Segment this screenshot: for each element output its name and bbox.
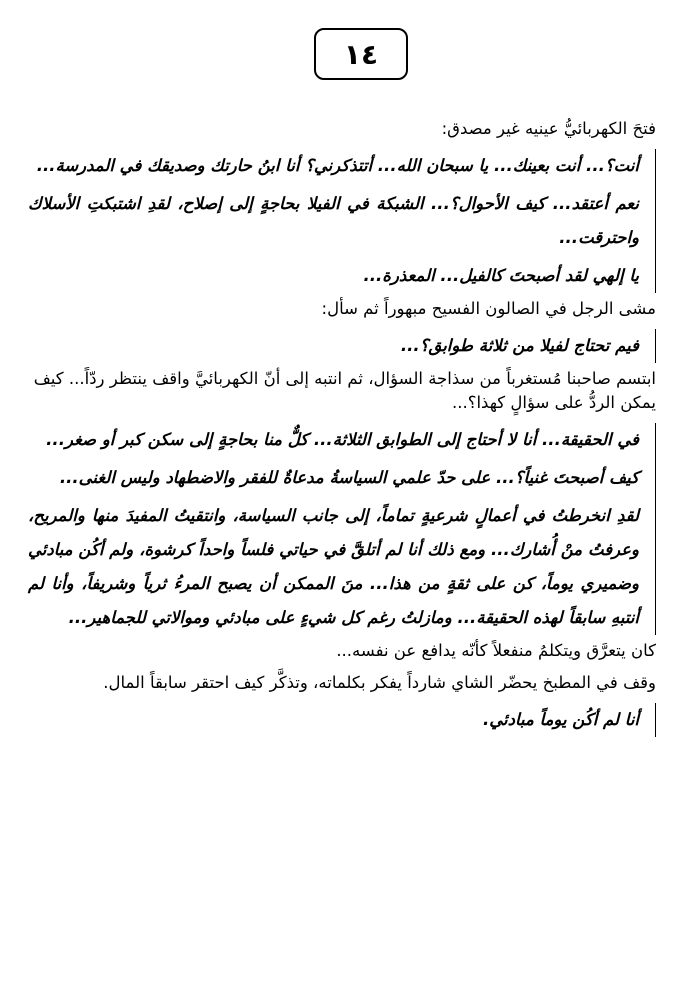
- page-number: ١٤: [314, 28, 408, 80]
- dialogue-paragraph: فيم تحتاج لفيلا من ثلاثة طوابق؟...: [400, 336, 639, 355]
- dialogue-block: [28, 149, 656, 293]
- dialogue-paragraph: أنا لم أكُن يوماً مبادئي.: [483, 710, 639, 729]
- dialogue-block: [28, 703, 656, 737]
- dialogue-paragraph: في الحقيقة... أنا لا أحتاج إلى الطوابق الثلاثة... كلٌّ منا بحاجةٍ إلى سكن كبر أو صغر...: [46, 430, 639, 449]
- dialogue-block: [28, 329, 656, 363]
- narration-line: كان يتعرَّق ويتكلمُ منفعلاً كأنّه يدافع عن نفسه...: [336, 641, 656, 660]
- dialogue-paragraph: لقدِ انخرطتُ في أعمالٍ شرعيةٍ تماماً، إلى جانب السياسة، وانتقيتُ المفيدَ منها والمريح، وعرفتُ منْ أُشارك... ومع ذلك أنا لم أتلقَّ في حياتي فلساً واحداً كرشوة، ولم أكُن مبادئي وضميري يوماً، كن على ثقةٍ من هذا... منَ الممكن أن يصبح المرءُ ثرياً وشريفاً، وأنا لم أنتبهِ سابقاً لهذه الحقيقة... ومازلتُ رغم كل شيءٍ على مبادئي وموالاتي للجماهير...: [28, 506, 639, 627]
- narration-line: فتحَ الكهربائيُّ عينيه غير مصدق:: [441, 119, 656, 138]
- page-text: [28, 117, 656, 741]
- dialogue-paragraph: يا إلهي لقد أصبحتَ كالفيل... المعذرة...: [363, 266, 639, 285]
- dialogue-paragraph: أنت؟... أنت بعينك... يا سبحان الله... أتتذكرني؟ أنا ابنُ حارتك وصديقك في المدرسة...: [36, 156, 639, 175]
- dialogue-paragraph: نعم أعتقد... كيف الأحوال؟... الشبكة في الفيلا بحاجةٍ إلى إصلاح، لقدِ اشتبكتِ الأسلاك واحترقت...: [28, 194, 639, 247]
- narration-line: ابتسم صاحبنا مُستغرباً من سذاجة السؤال، ثم انتبه إلى أنّ الكهربائيَّ واقف ينتظر ردّاً... كيف يمكن الردُّ على سؤالٍ كهذا؟...: [33, 369, 656, 412]
- dialogue-block: [28, 423, 656, 635]
- narration-line: وقف في المطبخ يحضّر الشاي شارداً يفكر بكلماته، وتذكَّر كيف احتقر سابقاً المال.: [103, 673, 656, 692]
- dialogue-paragraph: كيف أصبحتَ غنياً؟... على حدّ علمي السياسةُ مدعاةٌ للفقر والاضطهاد وليس الغنى...: [59, 468, 639, 487]
- narration-line: مشى الرجل في الصالون الفسيح مبهوراً ثم سأل:: [321, 299, 656, 318]
